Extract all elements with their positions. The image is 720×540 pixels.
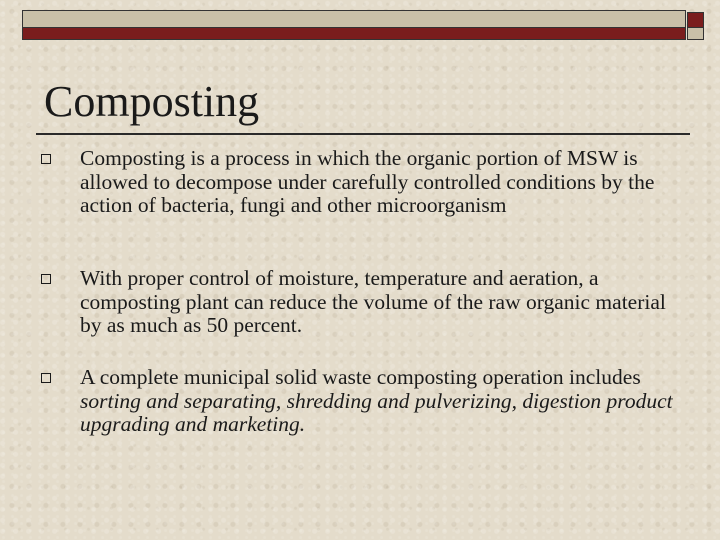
bullet-text: Composting is a process in which the organic portion of MSW is allowed to decompose under carefully controlled conditions by the action of bacteria, fungi and other microorganism <box>80 146 655 217</box>
top-bar-red-square <box>687 12 704 28</box>
bullet-text: With proper control of moisture, temperature and aeration, a composting plant can reduce the volume of the raw organic material by as much as 50 percent. <box>80 266 666 337</box>
top-bar-dark-band <box>22 28 686 40</box>
title-divider <box>36 133 690 135</box>
bullet-text <box>80 366 680 437</box>
top-bar-light-band <box>22 10 686 28</box>
hollow-square-bullet-icon <box>41 373 51 383</box>
bullet-text-plain: A complete municipal solid waste composting operation includes <box>80 365 641 389</box>
slide-title: Composting <box>44 77 260 126</box>
top-decorative-bar <box>22 10 710 40</box>
bullet-text-italic: sorting and separating, shredding and pulverizing, digestion product upgrading and marketing. <box>80 388 673 436</box>
hollow-square-bullet-icon <box>41 274 51 284</box>
hollow-square-bullet-icon <box>41 154 51 164</box>
top-bar-light-square <box>687 28 704 40</box>
